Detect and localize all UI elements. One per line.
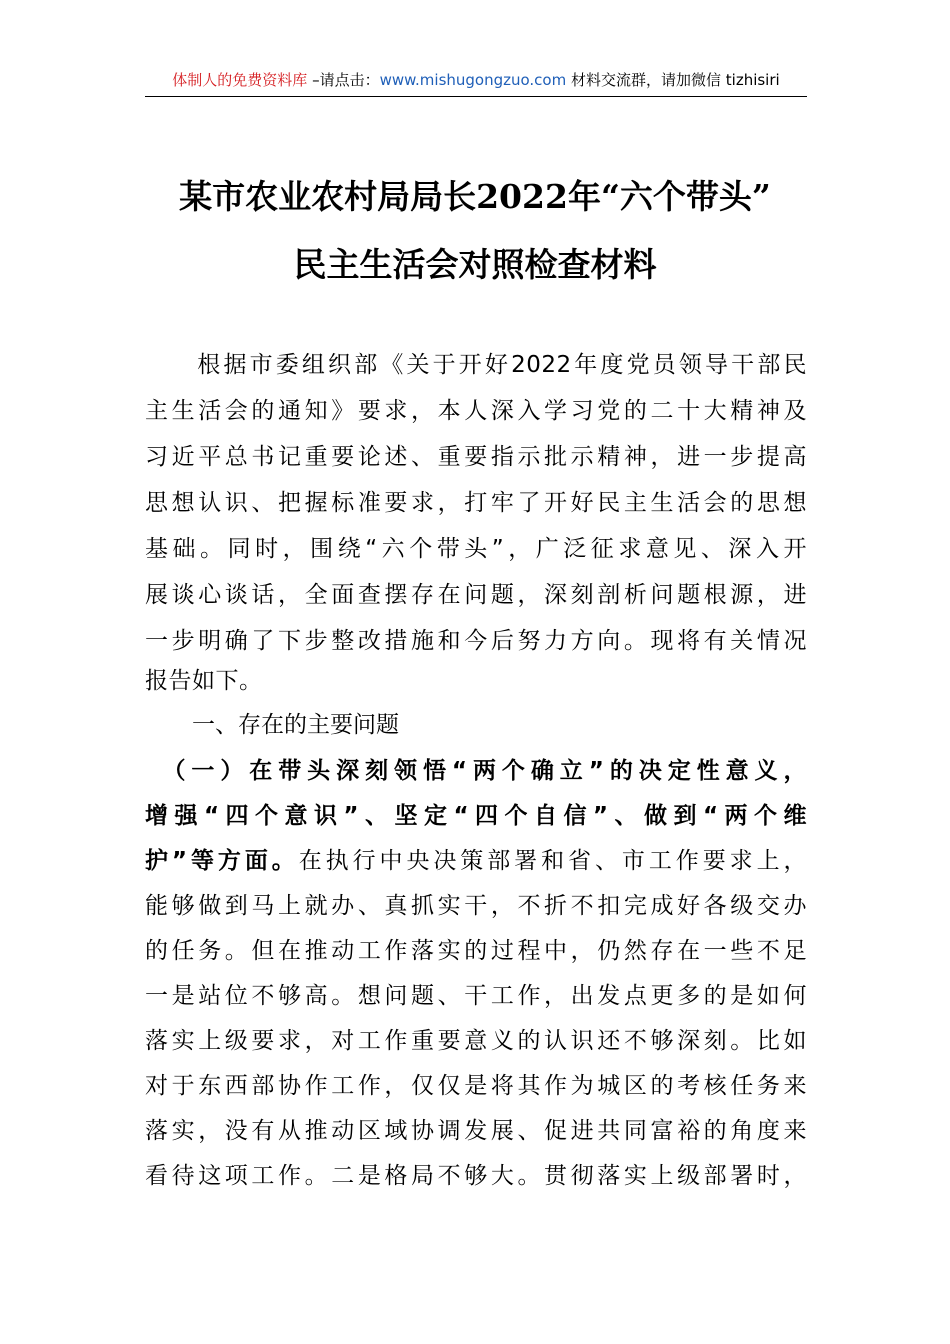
intro-line: 根据市委组织部《关于开好2022年度党员领导干部民 (145, 352, 807, 378)
subsection-heading-end: 护”等方面。 (145, 848, 299, 874)
header-note: 材料交流群，请加微信 tizhisiri (566, 71, 780, 89)
subsection-body-start: 在执行中央决策部署和省、市工作要求上， (298, 848, 808, 874)
intro-line: 基础。同时，围绕“六个带头”，广泛征求意见、深入开 (145, 536, 807, 562)
section-heading-1: 一、存在的主要问题 (192, 712, 399, 738)
body-line: 对于东西部协作工作，仅仅是将其作为城区的考核任务来 (145, 1073, 807, 1099)
header-prompt: –请点击： (307, 71, 380, 89)
subsection-heading-line: 增强“四个意识”、坚定“四个自信”、做到“两个维 (145, 803, 807, 829)
header-brand: 体制人的免费资料库 (172, 71, 308, 89)
body-line: 一是站位不够高。想问题、干工作，出发点更多的是如何 (145, 983, 807, 1009)
header-url-link[interactable]: www.mishugongzuo.com (379, 71, 567, 89)
body-line: 看待这项工作。二是格局不够大。贯彻落实上级部署时， (145, 1163, 807, 1189)
intro-line: 习近平总书记重要论述、重要指示批示精神，进一步提高 (145, 444, 807, 470)
subsection-heading-line: （一）在带头深刻领悟“两个确立”的决定性意义， (145, 758, 807, 784)
body-line: 落实，没有从推动区域协调发展、促进共同富裕的角度来 (145, 1118, 807, 1144)
intro-line: 展谈心谈话，全面查摆存在问题，深刻剖析问题根源，进 (145, 582, 807, 608)
intro-line: 报告如下。 (145, 668, 263, 694)
page-header (145, 66, 807, 97)
body-line: 的任务。但在推动工作落实的过程中，仍然存在一些不足 (145, 938, 807, 964)
document-title-line-1: 某市农业农村局局长2022年“六个带头” (179, 177, 771, 216)
document-title-line-2: 民主生活会对照检查材料 (293, 245, 657, 284)
subsection-mixed-line (145, 842, 807, 875)
intro-line: 主生活会的通知》要求，本人深入学习党的二十大精神及 (145, 398, 807, 424)
body-line: 能够做到马上就办、真抓实干，不折不扣完成好各级交办 (145, 893, 807, 919)
body-line: 落实上级要求，对工作重要意义的认识还不够深刻。比如 (145, 1028, 807, 1054)
intro-line: 思想认识、把握标准要求，打牢了开好民主生活会的思想 (145, 490, 807, 516)
intro-line: 一步明确了下步整改措施和今后努力方向。现将有关情况 (145, 628, 807, 654)
